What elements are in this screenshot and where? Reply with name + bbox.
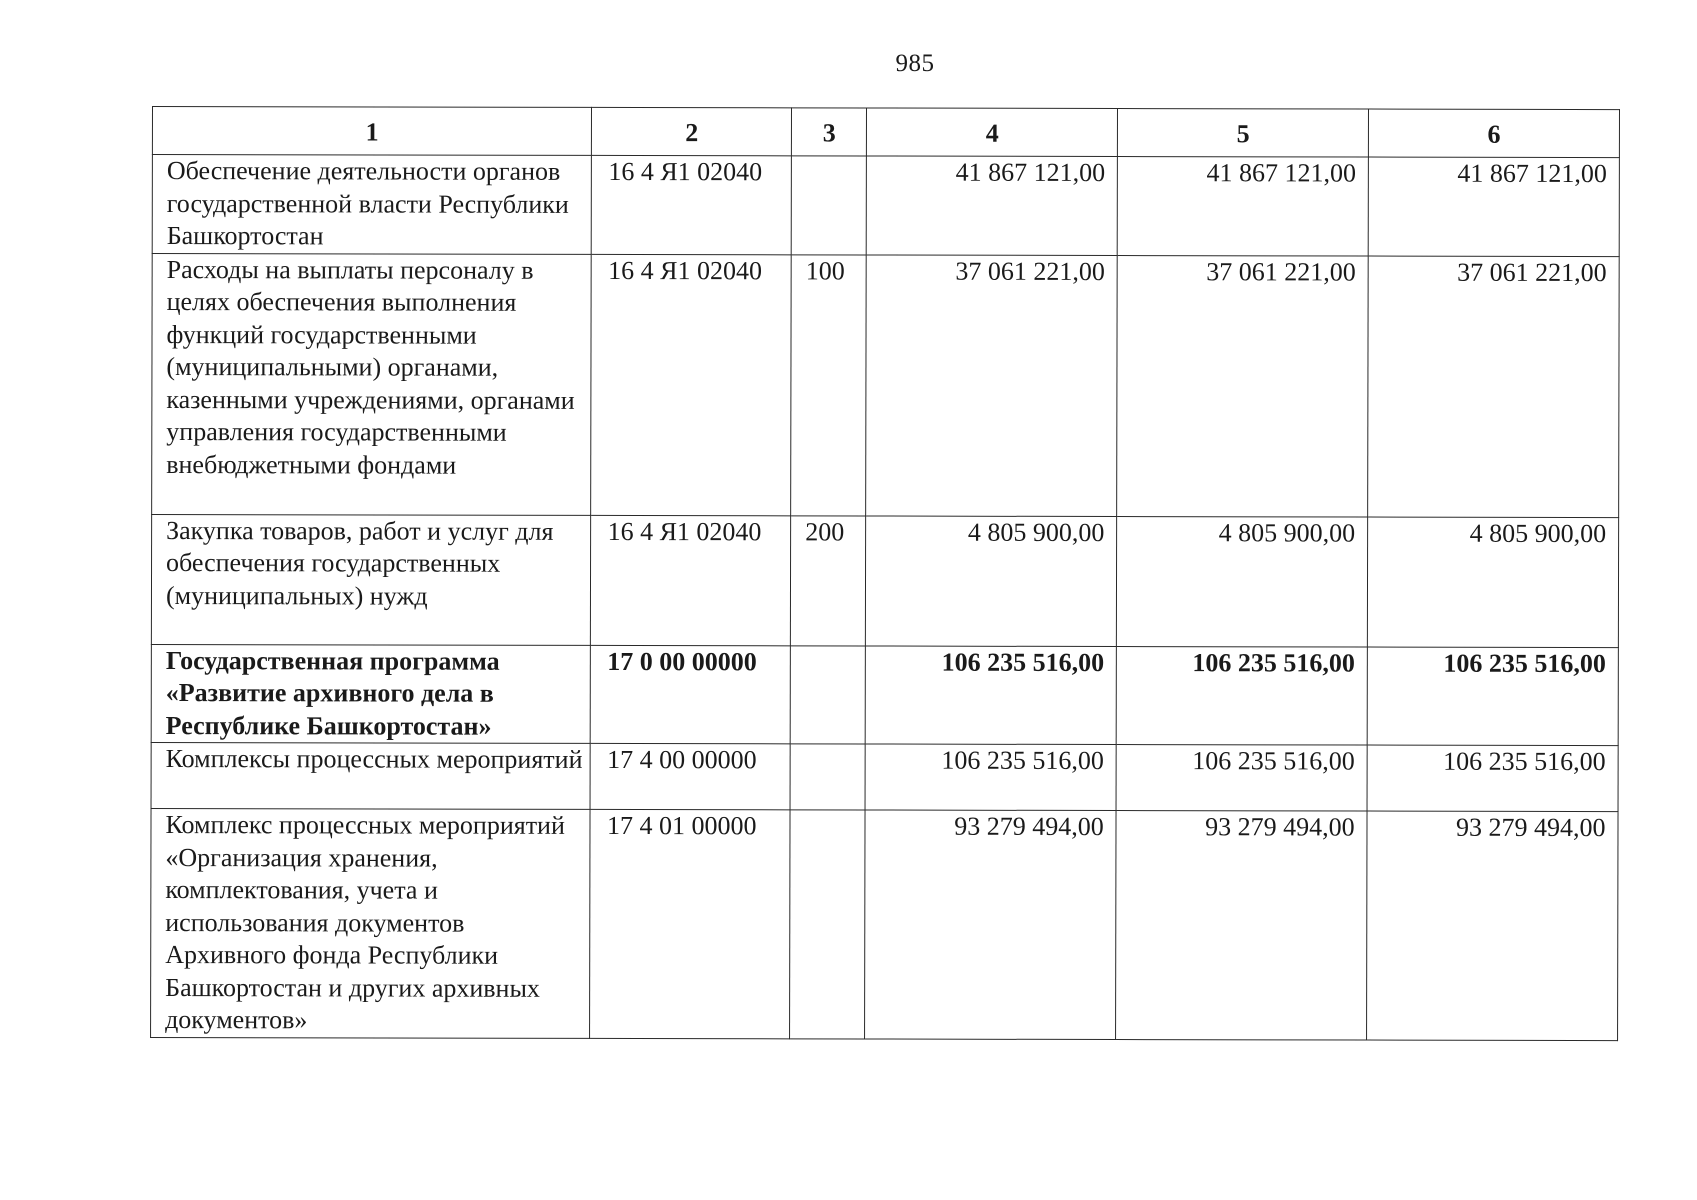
row-code: 17 0 00 00000 xyxy=(591,645,791,744)
row-code: 16 4 Я1 02040 xyxy=(591,515,791,645)
row-amount-1: 106 235 516,00 xyxy=(866,645,1117,744)
row-code: 16 4 Я1 02040 xyxy=(591,254,791,515)
row-amount-3: 41 867 121,00 xyxy=(1368,157,1619,256)
row-amount-1: 93 279 494,00 xyxy=(865,810,1116,1040)
row-amount-1: 41 867 121,00 xyxy=(867,156,1118,255)
row-amount-3: 93 279 494,00 xyxy=(1367,811,1618,1041)
row-code: 17 4 00 00000 xyxy=(591,743,791,809)
row-name: Обеспечение деятельности органов государственной власти Республики Башкортостан xyxy=(152,155,592,254)
table-row xyxy=(151,742,1618,811)
row-amount-2: 106 235 516,00 xyxy=(1116,745,1367,812)
column-header-4: 4 xyxy=(867,108,1118,157)
row-amount-3: 106 235 516,00 xyxy=(1367,647,1618,746)
table-row xyxy=(152,155,1619,257)
row-code: 16 4 Я1 02040 xyxy=(592,155,792,254)
row-name: Комплекс процессных мероприятий «Организация хранения, комплектования, учета и использования документов Архивного фонда Республики Башкортостан и других архивных документов» xyxy=(151,808,591,1038)
row-type xyxy=(790,744,865,810)
row-amount-3: 106 235 516,00 xyxy=(1367,745,1618,812)
row-amount-2: 106 235 516,00 xyxy=(1116,646,1367,745)
row-amount-2: 93 279 494,00 xyxy=(1116,811,1367,1041)
row-code: 17 4 01 00000 xyxy=(590,809,790,1038)
row-amount-2: 4 805 900,00 xyxy=(1117,516,1368,647)
table-header-row xyxy=(152,107,1619,158)
row-amount-1: 4 805 900,00 xyxy=(866,515,1117,646)
column-header-1: 1 xyxy=(152,107,592,156)
row-amount-2: 41 867 121,00 xyxy=(1117,157,1368,256)
row-type: 200 xyxy=(791,515,867,645)
row-name: Комплексы процессных мероприятий xyxy=(151,742,591,809)
table-row xyxy=(151,514,1618,647)
column-header-2: 2 xyxy=(592,107,792,155)
row-amount-1: 37 061 221,00 xyxy=(866,254,1117,516)
row-amount-2: 37 061 221,00 xyxy=(1117,255,1368,517)
row-amount-3: 37 061 221,00 xyxy=(1368,256,1619,518)
page-number: 985 xyxy=(895,50,935,77)
row-type xyxy=(790,645,865,744)
row-type: 100 xyxy=(791,254,867,515)
table-row xyxy=(152,253,1620,517)
table-row-program xyxy=(151,644,1618,746)
column-header-5: 5 xyxy=(1118,109,1369,158)
row-type xyxy=(791,156,866,255)
table-row xyxy=(151,808,1618,1040)
column-header-6: 6 xyxy=(1368,109,1619,158)
row-name: Расходы на выплаты персоналу в целях обеспечения выполнения функций государственными (муниципальными) органами, казенными учреждениями, органами управления государственными внебюджетными фондами xyxy=(152,253,592,515)
column-header-3: 3 xyxy=(792,108,867,156)
row-amount-1: 106 235 516,00 xyxy=(865,744,1116,811)
row-name: Закупка товаров, работ и услуг для обеспечения государственных (муниципальных) нужд xyxy=(151,514,591,645)
budget-table xyxy=(150,106,1620,1041)
row-amount-3: 4 805 900,00 xyxy=(1367,517,1618,648)
row-name: Государственная программа «Развитие архивного дела в Республике Башкортостан» xyxy=(151,644,591,743)
row-type xyxy=(790,810,866,1039)
